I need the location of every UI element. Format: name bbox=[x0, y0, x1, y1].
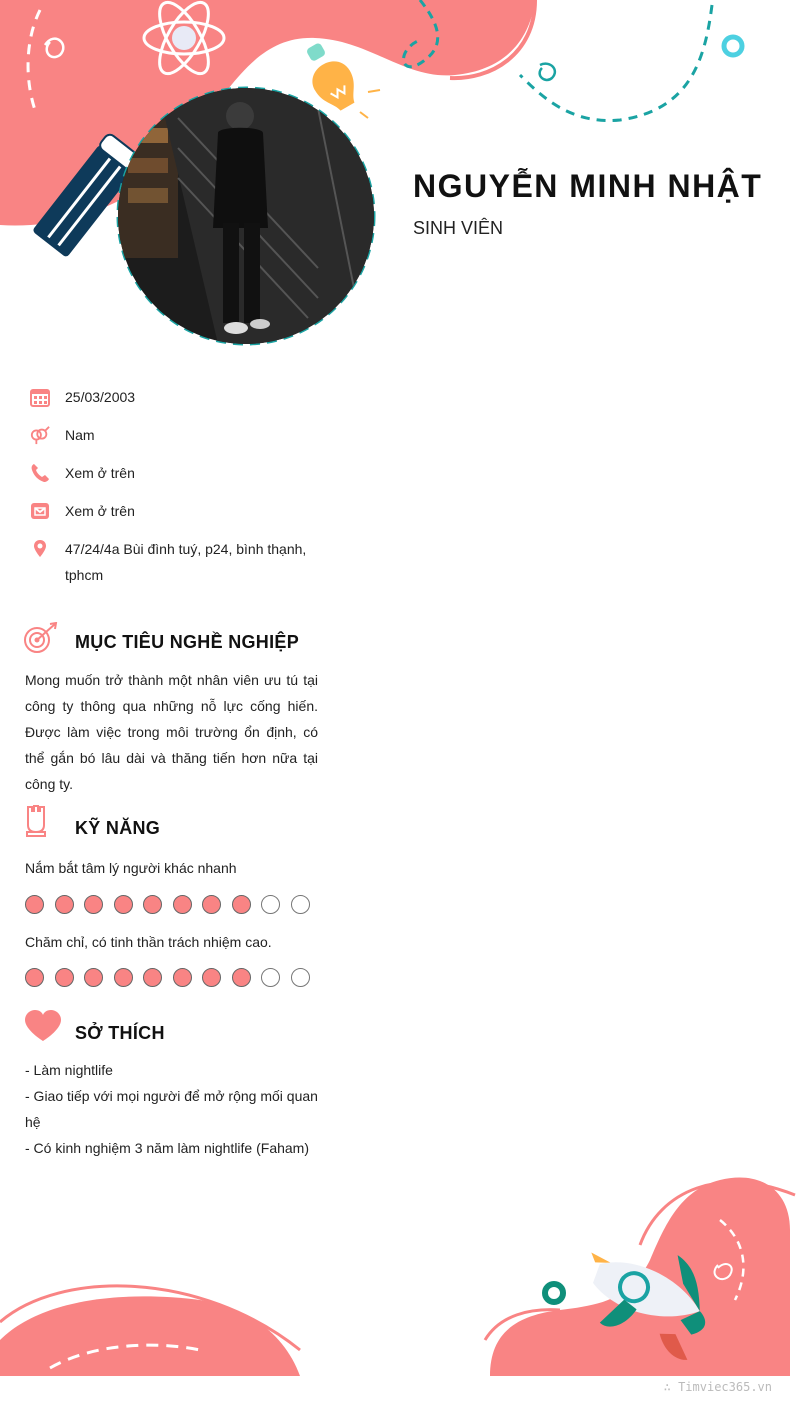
target-icon bbox=[24, 622, 58, 654]
skill-name-2: Chăm chỉ, có tinh thần trách nhiệm cao. bbox=[25, 934, 272, 950]
rating-dot bbox=[232, 895, 251, 914]
gender-text: Nam bbox=[65, 427, 95, 443]
rating-dot bbox=[261, 895, 280, 914]
heart-icon bbox=[24, 1010, 62, 1042]
calendar-icon bbox=[30, 387, 50, 407]
profile-photo bbox=[115, 85, 377, 347]
rating-dot bbox=[84, 895, 103, 914]
info-phone bbox=[30, 463, 135, 486]
skill-rating-1 bbox=[25, 895, 320, 914]
address-text: 47/24/4a Bùi đình tuý, p24, bình thạnh, tphcm bbox=[65, 541, 307, 583]
candidate-name: NGUYỄN MINH NHẬT bbox=[413, 168, 763, 204]
rating-dot bbox=[261, 968, 280, 987]
rating-dot bbox=[25, 968, 44, 987]
rating-dot bbox=[173, 895, 192, 914]
rating-dot bbox=[232, 968, 251, 987]
rating-dot bbox=[173, 968, 192, 987]
hobby-line: - Giao tiếp với mọi người để mở rộng mối quan hệ bbox=[25, 1088, 318, 1130]
rating-dot bbox=[114, 968, 133, 987]
fist-icon bbox=[24, 805, 48, 837]
hobbies-title: SỞ THÍCH bbox=[75, 1023, 165, 1043]
hobby-line: - Có kinh nghiệm 3 năm làm nightlife (Faham) bbox=[25, 1140, 310, 1156]
watermark: ∴ Timviec365.vn bbox=[663, 1380, 772, 1394]
footer-decoration bbox=[0, 1150, 800, 1380]
objective-text: Mong muốn trở thành một nhân viên ưu tú tại công ty thông qua những nỗ lực cống hiến. Được làm việc trong môi trường ổn định, có thể gắn bó lâu dài và thăng tiến hơn nữa tại công ty. bbox=[25, 672, 318, 792]
skills-title: KỸ NĂNG bbox=[75, 818, 161, 838]
candidate-role: SINH VIÊN bbox=[413, 218, 504, 238]
phone-icon bbox=[30, 463, 50, 483]
objective-title: MỤC TIÊU NGHỀ NGHIỆP bbox=[75, 632, 300, 652]
rating-dot bbox=[25, 895, 44, 914]
rating-dot bbox=[55, 895, 74, 914]
rating-dot bbox=[291, 895, 310, 914]
rating-dot bbox=[114, 895, 133, 914]
email-icon bbox=[30, 501, 50, 521]
rating-dot bbox=[202, 895, 221, 914]
rating-dot bbox=[84, 968, 103, 987]
rating-dot bbox=[202, 968, 221, 987]
location-pin-icon bbox=[30, 539, 50, 559]
phone-text: Xem ở trên bbox=[65, 465, 135, 481]
skill-name-1: Nắm bắt tâm lý người khác nhanh bbox=[25, 860, 237, 876]
birthdate-text: 25/03/2003 bbox=[65, 389, 136, 405]
rating-dot bbox=[55, 968, 74, 987]
info-gender bbox=[30, 425, 95, 448]
info-email bbox=[30, 501, 135, 524]
info-address bbox=[30, 539, 325, 588]
skill-rating-2 bbox=[25, 968, 320, 987]
rating-dot bbox=[143, 895, 162, 914]
rating-dot bbox=[291, 968, 310, 987]
avatar bbox=[118, 88, 374, 344]
email-text: Xem ở trên bbox=[65, 503, 135, 519]
gender-icon bbox=[30, 425, 50, 445]
info-birthdate bbox=[30, 387, 135, 410]
hobby-line: - Làm nightlife bbox=[25, 1062, 113, 1078]
rating-dot bbox=[143, 968, 162, 987]
